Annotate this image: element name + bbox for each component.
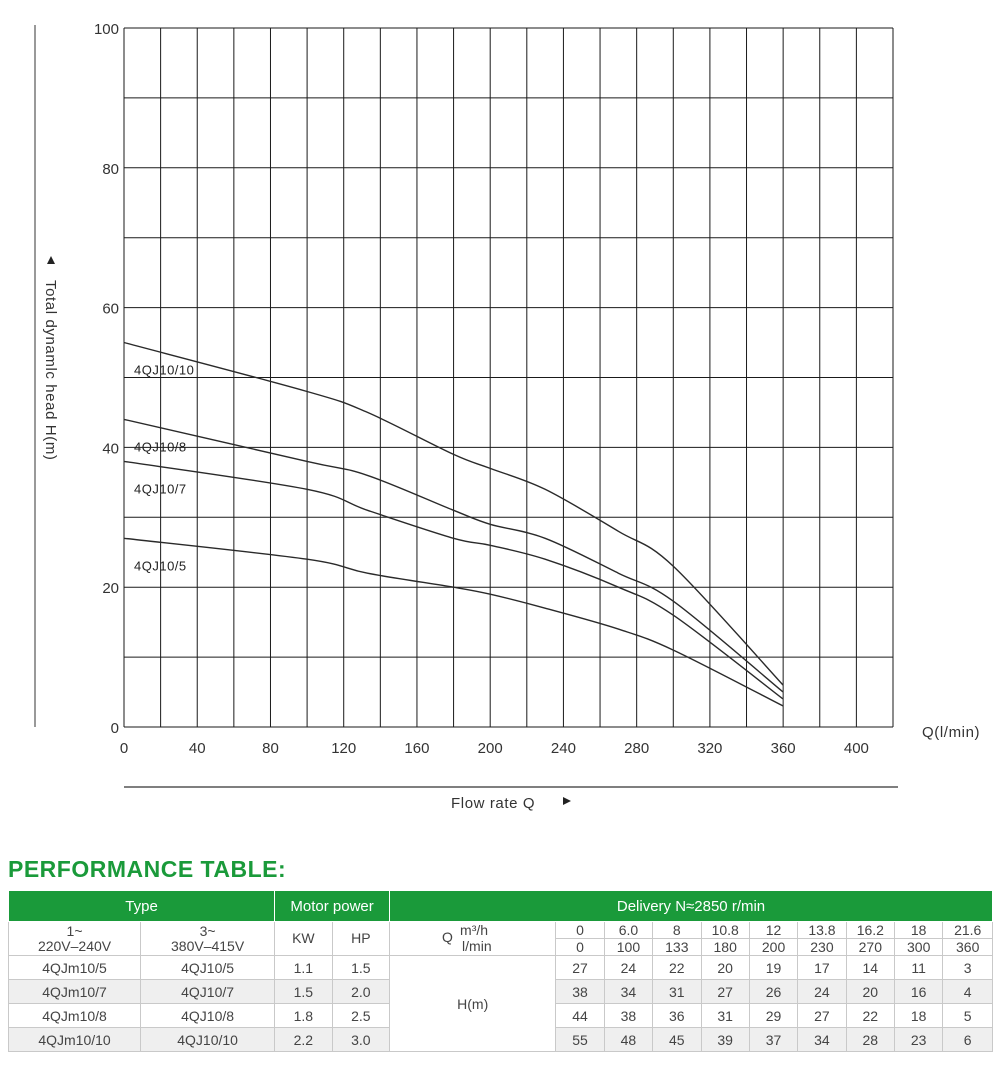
q-lmin-cell: 0 — [556, 939, 604, 956]
q-m3h-cell: 0 — [556, 922, 604, 939]
three-phase-model: 4QJ10/10 — [141, 1028, 275, 1052]
head-cell: 4 — [943, 980, 993, 1004]
kw-value: 2.2 — [275, 1028, 332, 1052]
x-tick-label: 240 — [550, 740, 576, 757]
x-axis-arrow-icon — [563, 797, 571, 805]
q-lmin-cell: 180 — [701, 939, 749, 956]
head-cell: 27 — [556, 956, 604, 980]
three-phase-model: 4QJ10/7 — [141, 980, 275, 1004]
q-lmin-cell: 200 — [749, 939, 797, 956]
x-tick-label: 280 — [624, 740, 650, 757]
hp-value: 1.5 — [332, 956, 389, 980]
q-lmin-cell: 300 — [895, 939, 943, 956]
q-m3h-cell: 18 — [895, 922, 943, 939]
q-m3h-cell: 8 — [653, 922, 701, 939]
q-m3h-cell: 13.8 — [798, 922, 846, 939]
q-units-header — [390, 922, 556, 956]
head-cell: 5 — [943, 1004, 993, 1028]
single-phase-header — [9, 922, 141, 956]
head-cell: 27 — [701, 980, 749, 1004]
head-label: H(m) — [390, 956, 556, 1052]
q-m3h-cell: 12 — [749, 922, 797, 939]
kw-value: 1.5 — [275, 980, 332, 1004]
q-lmin-cell: 100 — [604, 939, 652, 956]
y-tick-label: 100 — [93, 21, 119, 38]
q-lmin-unit: l/min — [462, 938, 492, 954]
head-cell: 48 — [604, 1028, 652, 1052]
performance-table-title: PERFORMANCE TABLE: — [8, 856, 287, 882]
hp-value: 2.5 — [332, 1004, 389, 1028]
three-phase-voltage: 380V–415V — [171, 937, 245, 954]
x-tick-label: 80 — [262, 740, 279, 757]
x-tick-label: 400 — [843, 740, 869, 757]
head-cell: 24 — [604, 956, 652, 980]
q-m3h-cell: 10.8 — [701, 922, 749, 939]
hp-value: 3.0 — [332, 1028, 389, 1052]
y-tick-label: 0 — [110, 720, 119, 737]
curve-labels — [134, 363, 194, 574]
head-cell: 27 — [798, 1004, 846, 1028]
curve-label: 4QJ10/7 — [134, 481, 187, 497]
chart-grid — [124, 28, 893, 727]
head-cell: 38 — [556, 980, 604, 1004]
performance-table — [8, 890, 993, 1052]
y-tick-label: 60 — [102, 300, 119, 318]
head-cell: 20 — [701, 956, 749, 980]
head-cell: 14 — [846, 956, 894, 980]
x-tick-label: 40 — [188, 740, 206, 757]
x-tick-label: 320 — [697, 740, 723, 757]
y-axis-arrow-icon — [47, 256, 55, 264]
three-phase-header — [141, 922, 275, 956]
single-phase-symbol: 1~ — [66, 922, 83, 939]
single-phase-model: 4QJm10/10 — [9, 1028, 141, 1052]
curve-label: 4QJ10/10 — [134, 362, 195, 378]
head-cell: 34 — [798, 1028, 846, 1052]
curve-label: 4QJ10/8 — [134, 439, 187, 455]
three-phase-model: 4QJ10/8 — [141, 1004, 275, 1028]
head-cell: 39 — [701, 1028, 749, 1052]
x-tick-labels — [120, 740, 869, 757]
head-cell: 29 — [749, 1004, 797, 1028]
x-axis-title: Flow rate Q — [451, 795, 536, 812]
q-symbol: Q — [442, 929, 453, 945]
head-cell: 22 — [846, 1004, 894, 1028]
single-phase-voltage: 220V–240V — [37, 937, 112, 954]
head-cell: 55 — [556, 1028, 604, 1052]
kw-value: 1.8 — [275, 1004, 332, 1028]
hp-header: HP — [332, 922, 389, 956]
y-tick-labels — [94, 21, 119, 737]
three-phase-symbol: 3~ — [199, 922, 216, 939]
single-phase-model: 4QJm10/7 — [9, 980, 141, 1004]
x-tick-label: 160 — [404, 740, 430, 757]
head-cell: 45 — [653, 1028, 701, 1052]
q-lmin-cell: 230 — [798, 939, 846, 956]
kw-header: KW — [275, 922, 332, 956]
head-cell: 36 — [653, 1004, 701, 1028]
head-cell: 6 — [943, 1028, 993, 1052]
head-cell: 22 — [653, 956, 701, 980]
q-m3h-unit: m³/h — [460, 922, 489, 938]
head-cell: 19 — [749, 956, 797, 980]
y-tick-label: 40 — [102, 440, 119, 458]
q-m3h-cell: 6.0 — [604, 922, 652, 939]
head-cell: 20 — [846, 980, 894, 1004]
y-tick-label: 80 — [102, 160, 119, 178]
x-tick-label: 120 — [331, 740, 357, 757]
q-lmin-cell: 133 — [653, 939, 701, 956]
header-motor-power: Motor power — [275, 891, 390, 922]
q-m3h-cell: 21.6 — [943, 922, 993, 939]
head-cell: 28 — [846, 1028, 894, 1052]
head-cell: 11 — [895, 956, 943, 980]
x-unit-label: Q(l/min) — [922, 724, 981, 741]
q-lmin-cell: 270 — [846, 939, 894, 956]
header-type: Type — [9, 891, 275, 922]
head-cell: 26 — [749, 980, 797, 1004]
head-cell: 31 — [653, 980, 701, 1004]
head-cell: 34 — [604, 980, 652, 1004]
head-cell: 18 — [895, 1004, 943, 1028]
x-tick-label: 360 — [770, 740, 796, 757]
y-tick-label: 20 — [102, 580, 119, 598]
head-cell: 17 — [798, 956, 846, 980]
head-cell: 3 — [943, 956, 993, 980]
curve-label: 4QJ10/5 — [134, 558, 187, 574]
q-lmin-cell: 360 — [943, 939, 993, 956]
hp-value: 2.0 — [332, 980, 389, 1004]
q-m3h-cell: 16.2 — [846, 922, 894, 939]
head-cell: 44 — [556, 1004, 604, 1028]
table-row — [9, 956, 993, 980]
head-cell: 16 — [895, 980, 943, 1004]
header-delivery: Delivery N≈2850 r/min — [390, 891, 993, 922]
head-cell: 24 — [798, 980, 846, 1004]
single-phase-model: 4QJm10/8 — [9, 1004, 141, 1028]
head-cell: 38 — [604, 1004, 652, 1028]
three-phase-model: 4QJ10/5 — [141, 956, 275, 980]
kw-value: 1.1 — [275, 956, 332, 980]
head-cell: 31 — [701, 1004, 749, 1028]
y-axis-title: Total dynamlc head H(m) — [42, 280, 59, 461]
single-phase-model: 4QJm10/5 — [9, 956, 141, 980]
x-tick-label: 0 — [119, 740, 129, 757]
head-cell: 37 — [749, 1028, 797, 1052]
head-cell: 23 — [895, 1028, 943, 1052]
x-tick-label: 200 — [477, 740, 503, 757]
